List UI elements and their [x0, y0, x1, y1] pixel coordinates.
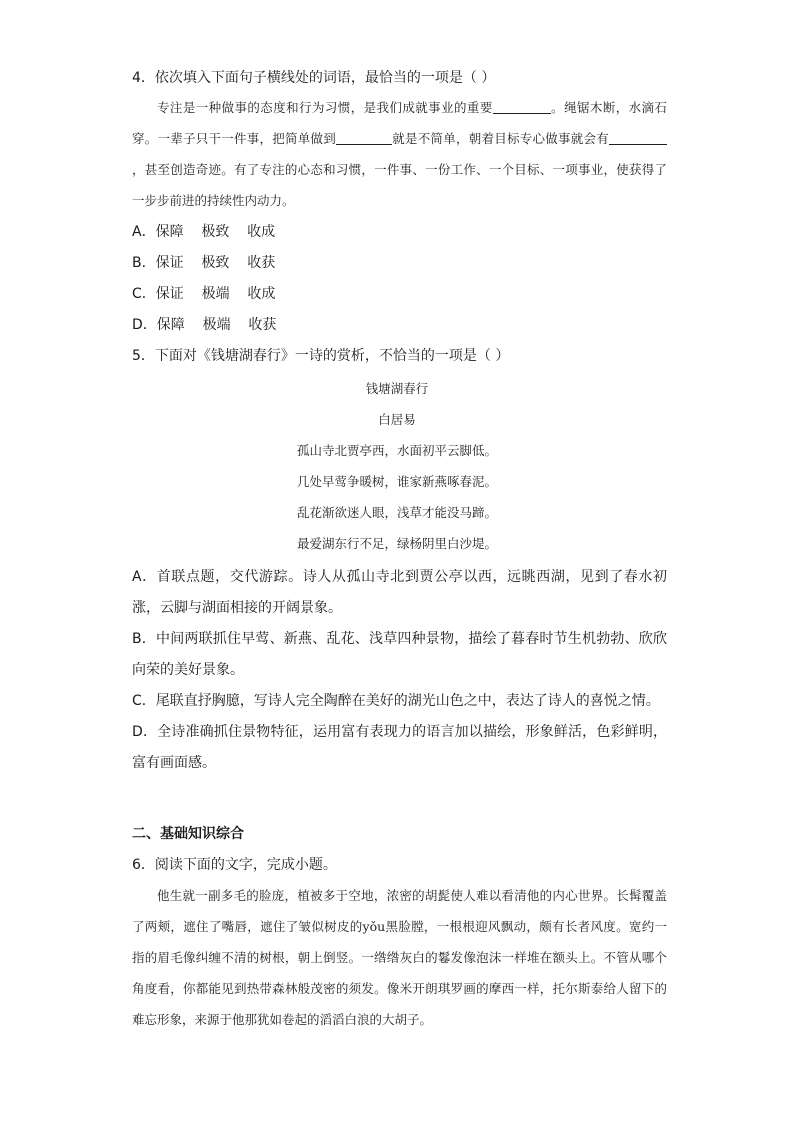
- poem-line-1: 孤山寺北贾亭西，水面初平云脚低。: [296, 443, 497, 458]
- question-4-option-d: D．保障 极端 收获: [132, 317, 277, 333]
- poem-line-4: 最爱湖东行不足，绿杨阴里白沙堤。: [296, 536, 497, 551]
- question-4-option-b: B．保证 极致 收获: [132, 255, 276, 271]
- question-5-option-b: B．中间两联抓住早莺、新燕、乱花、浅草四种景物，描绘了暮春时节生机勃勃、欣欣向荣的美好景象。: [132, 631, 667, 678]
- fill-blank-1: [493, 99, 551, 114]
- passage-text-4: ，甚至创造奇迹。有了专注的心态和习惯，一件事、一份工作、一个目标、一项事业，使获得了一步步前进的持续性内动力。: [132, 162, 667, 208]
- question-4-option-c: C．保证 极端 收成: [132, 286, 276, 302]
- poem-author: 白居易: [378, 412, 416, 427]
- question-6-passage: 他生就一副多毛的脸庞，植被多于空地，浓密的胡髭使人难以看清他的内心世界。长髯覆盖了两颊，遮住了嘴唇，遮住了皱似树皮的yǒu黑脸膛，一根根迎风飘动，颇有长者风度。宽约一指的眉毛像纠缠不清的树根，朝上倒竖。一绺绺灰白的鬈发像泡沫一样堆在额头上。不管从哪个角度看，你都能见到热带森林般茂密的须发。像米开朗琪罗画的摩西一样，托尔斯泰给人留下的难忘形象，来源于他那犹如卷起的滔滔白浪的大胡子。: [132, 888, 667, 1027]
- passage-text-2: 。绳锯木断，水滴石穿。一辈子只干一件事，把简单做到: [132, 100, 667, 146]
- question-4-stem: 4．依次填入下面句子横线处的词语，最恰当的一项是（ ）: [132, 70, 496, 86]
- passage-text-1: 专注是一种做事的态度和行为习惯，是我们成就事业的重要: [157, 100, 493, 115]
- fill-blank-3: [609, 130, 667, 145]
- question-5-option-d: D．全诗准确抓住景物特征，运用富有表现力的语言加以描绘，形象鲜活，色彩鲜明，富有画面感。: [132, 724, 667, 771]
- section-title: 二、基础知识综合: [132, 826, 244, 842]
- poem-title: 钱塘湖春行: [365, 381, 429, 396]
- question-5-option-a: A．首联点题，交代游踪。诗人从孤山寺北到贾公亭以西，远眺西湖，见到了春水初涨，云脚与湖面相接的开阔景象。: [132, 569, 667, 616]
- poem-line-2: 几处早莺争暖树，谁家新燕啄春泥。: [296, 474, 497, 489]
- fill-blank-2: [336, 130, 392, 145]
- passage-text-3: 就是不简单，朝着目标专心做事就会有: [392, 131, 609, 146]
- question-4-passage: [132, 92, 667, 216]
- question-5-stem: 5．下面对《钱塘湖春行》一诗的赏析，不恰当的一项是（ ）: [132, 348, 510, 364]
- poem-line-3: 乱花渐欲迷人眼，浅草才能没马蹄。: [296, 505, 497, 520]
- question-6-stem: 6．阅读下面的文字，完成小题。: [132, 857, 337, 873]
- question-5-option-c: C．尾联直抒胸臆，写诗人完全陶醉在美好的湖光山色之中，表达了诗人的喜悦之情。: [132, 693, 660, 709]
- question-4-option-a: A．保障 极致 收成: [132, 224, 276, 240]
